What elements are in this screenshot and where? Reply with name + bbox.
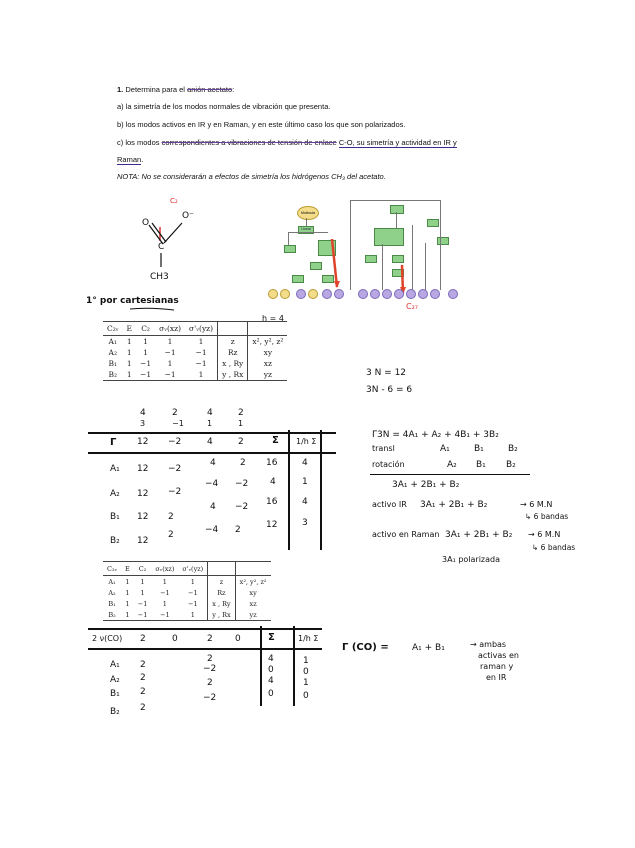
hw-gamma-co-note2: activas en bbox=[478, 651, 519, 660]
hw2-row-a1-sum: 4 bbox=[268, 654, 274, 664]
point-group-flowchart bbox=[262, 195, 472, 305]
hw1-count2-3: 1 bbox=[207, 419, 213, 428]
hw2-label: 2 ν(CO) bbox=[92, 634, 123, 643]
ct2-h3: σᵥ(xz) bbox=[151, 562, 178, 576]
hw2-row-a1-label: A₁ bbox=[110, 660, 120, 670]
ct1-cell: x , Ry bbox=[218, 358, 248, 369]
question-intro-end: : bbox=[232, 85, 235, 94]
table-row bbox=[103, 609, 271, 621]
ct1-header bbox=[103, 322, 287, 336]
hw1-row-b2-sum: 12 bbox=[266, 520, 278, 530]
hw1-count-3: 4 bbox=[207, 408, 213, 418]
hw1-row-a1-v2: −2 bbox=[168, 464, 182, 474]
hw-trans-2: B₁ bbox=[474, 444, 484, 454]
hw2-row-b2-v1: 2 bbox=[140, 703, 146, 713]
hw-rot-1: A₂ bbox=[447, 460, 457, 470]
hw-gamma-co-note4: en IR bbox=[486, 673, 507, 682]
ct1-cell: 1 bbox=[126, 359, 132, 368]
hw1-row-a2-v2: −2 bbox=[168, 487, 182, 497]
hw2-row-b2-label: B₂ bbox=[110, 707, 120, 717]
hw1-row-a1-v1: 12 bbox=[137, 464, 149, 474]
ct2-cell: 1 bbox=[140, 577, 145, 586]
question-c-end: . bbox=[141, 155, 144, 164]
hw2-vrule-1 bbox=[260, 626, 262, 706]
question-c-cont bbox=[117, 155, 143, 165]
ct2-cell: −1 bbox=[137, 599, 148, 608]
flow-line-5 bbox=[350, 200, 351, 290]
hw-vib-sum: 3A₁ + 2B₁ + B₂ bbox=[392, 480, 460, 490]
hw2-row-a1-v1: 2 bbox=[140, 660, 146, 670]
c2-mark: C₂ bbox=[170, 197, 178, 205]
table-row bbox=[103, 336, 287, 348]
ct1-h2: C₂ bbox=[136, 322, 155, 336]
hw2-row-b2-res: 0 bbox=[303, 691, 309, 701]
atom-o-right: O⁻ bbox=[182, 211, 194, 221]
hw1-row-a2-res: 1 bbox=[302, 477, 308, 487]
ct1-h6 bbox=[248, 322, 287, 336]
ct1-cell: 1 bbox=[123, 369, 136, 381]
table-row bbox=[103, 598, 271, 609]
ct1-h1: E bbox=[123, 322, 136, 336]
hw1-vrule-1 bbox=[288, 430, 290, 550]
hw1-row-b2-res: 3 bbox=[302, 518, 308, 528]
ct2-cell: 1 bbox=[125, 599, 130, 608]
ct1-cell: z bbox=[218, 336, 248, 348]
ct2-cell: 1 bbox=[125, 588, 130, 597]
hw2-row-a2-label: A₂ bbox=[110, 675, 120, 685]
hw1-row-a2-sum: 4 bbox=[270, 477, 276, 487]
ct2-cell: xz bbox=[235, 598, 270, 609]
hw-trans-label: transl bbox=[372, 444, 395, 453]
hw-polarized: 3A₁ polarizada bbox=[442, 555, 501, 564]
ct2-cell: 1 bbox=[162, 599, 167, 608]
ct2-cell: A₂ bbox=[108, 588, 116, 597]
hw2-v4: 0 bbox=[235, 634, 241, 644]
hw2-div-head: 1/h Σ bbox=[298, 634, 319, 643]
question-a: a) la simetría de los modos normales de vibración que presenta. bbox=[117, 102, 331, 111]
question-b: b) los modos activos en IR y en Raman, y en este último caso los que son polarizados. bbox=[117, 120, 406, 129]
ct2-h4: σ'ᵥ(yz) bbox=[178, 562, 207, 576]
flow-box-4 bbox=[292, 275, 304, 283]
flow-box-7 bbox=[374, 228, 404, 246]
ct2-cell: 1 bbox=[178, 609, 207, 621]
hw1-row-b1-res: 4 bbox=[302, 497, 308, 507]
h-label: h = 4 bbox=[262, 314, 284, 323]
ct1-cell: 1 bbox=[198, 337, 204, 346]
ct2-cell: z bbox=[208, 576, 235, 588]
ct2-cell: x², y², z² bbox=[235, 576, 270, 588]
hw2-top-rule bbox=[88, 628, 322, 630]
ct2-cell: −1 bbox=[151, 609, 178, 621]
ct1-cell: 1 bbox=[185, 369, 218, 381]
ct2-h6 bbox=[235, 562, 270, 576]
flow-node-6 bbox=[382, 289, 392, 299]
flow-line-6 bbox=[440, 200, 441, 290]
hw1-row-b2-label: B₂ bbox=[110, 536, 120, 546]
hw-rot-label: rotación bbox=[372, 460, 405, 469]
table-row bbox=[103, 347, 287, 358]
flow-node-8 bbox=[406, 289, 416, 299]
hw2-row-b1-label: B₁ bbox=[110, 689, 120, 699]
hw1-row-b1-sum: 16 bbox=[266, 497, 278, 507]
ct2-cell: −1 bbox=[188, 599, 198, 608]
hw1-row-a2-label: A₂ bbox=[110, 489, 120, 499]
table-row bbox=[103, 358, 287, 369]
flow-c2v-mark: C₂₇ bbox=[406, 302, 418, 311]
ct1-cell: 1 bbox=[167, 337, 173, 346]
ct1-cell: −1 bbox=[136, 369, 155, 381]
hw-raman-result: → 6 M.N bbox=[528, 530, 561, 539]
hw1-row-b1-v1: 12 bbox=[137, 512, 149, 522]
flow-linear-label: Lineal bbox=[301, 227, 311, 231]
hw1-row-b2-v3: −4 bbox=[205, 525, 219, 535]
hw1-sum-head: Σ bbox=[272, 435, 279, 446]
ct1-cell: B₁ bbox=[108, 359, 118, 368]
hw1-row-a2-v4: −2 bbox=[235, 479, 249, 489]
ct1-cell: 1 bbox=[126, 348, 132, 357]
hw2-row-b2-v3: −2 bbox=[203, 693, 217, 703]
flow-node-2 bbox=[322, 289, 332, 299]
hw2-sum-head: Σ bbox=[268, 632, 275, 643]
hw1-row-a1-label: A₁ bbox=[110, 464, 120, 474]
hw2-row-a1-v3: 2 bbox=[207, 654, 213, 664]
hw-ir-expr: 3A₁ + 2B₁ + B₂ bbox=[420, 500, 488, 510]
flow-line-8 bbox=[382, 244, 383, 290]
ct1-cell: 1 bbox=[126, 337, 132, 346]
hw2-row-a2-res: 0 bbox=[303, 667, 309, 677]
flow-box-8 bbox=[427, 219, 439, 227]
question-c bbox=[117, 138, 457, 148]
hw-3n: 3 N = 12 bbox=[366, 368, 407, 378]
ct1-cell: xz bbox=[248, 358, 287, 369]
question-c-strike: correspondientes a vibraciones de tensión de enlace bbox=[161, 138, 337, 147]
flow-node-7 bbox=[394, 289, 404, 299]
atom-ch3: CH3 bbox=[150, 272, 169, 282]
question-title bbox=[117, 85, 234, 95]
atom-o-left: O bbox=[142, 218, 150, 228]
flow-line-2 bbox=[288, 232, 289, 245]
ct2-cell: 1 bbox=[162, 577, 167, 586]
flow-red-arrow-1 bbox=[328, 239, 342, 289]
flow-line-9 bbox=[412, 225, 413, 290]
hw-raman-label: activo en Raman bbox=[372, 530, 440, 539]
hw2-row-b1-sum: 4 bbox=[268, 676, 274, 686]
hw-rot-3: B₂ bbox=[506, 460, 516, 470]
flow-node-3 bbox=[334, 289, 344, 299]
table-row bbox=[103, 587, 271, 598]
ct1-cell: −1 bbox=[195, 359, 207, 368]
hw2-row-b1-v3: 2 bbox=[207, 678, 213, 688]
flow-box-11 bbox=[392, 255, 404, 263]
ct2-cell: 1 bbox=[121, 609, 134, 621]
hw1-gamma-3: 4 bbox=[207, 437, 213, 447]
ct2-cell: 1 bbox=[190, 577, 195, 586]
hw1-row-b1-v3: 4 bbox=[210, 502, 216, 512]
table-row bbox=[103, 576, 271, 588]
flow-box-3 bbox=[310, 262, 322, 270]
ct1-h0: C₂ᵥ bbox=[103, 322, 123, 336]
flow-box-1 bbox=[284, 245, 296, 253]
flow-box-10 bbox=[365, 255, 377, 263]
flow-node-11 bbox=[448, 289, 458, 299]
hw1-row-a2-v1: 12 bbox=[137, 489, 149, 499]
table-row bbox=[103, 369, 287, 381]
hw2-row-a2-sum: 0 bbox=[268, 665, 274, 675]
question-c-underline2: Raman bbox=[117, 155, 142, 164]
hw1-row-a2-v3: −4 bbox=[205, 479, 219, 489]
question-c-start: c) los modos bbox=[117, 138, 160, 147]
flow-node-4 bbox=[358, 289, 368, 299]
ct1-cell: 1 bbox=[167, 359, 173, 368]
hw-trans-1: A₁ bbox=[440, 444, 450, 454]
hw-gamma3n: Γ3N = 4A₁ + A₂ + 4B₁ + 3B₂ bbox=[372, 430, 499, 440]
ct1-cell: −1 bbox=[140, 359, 152, 368]
hw1-count2-4: 1 bbox=[238, 419, 244, 428]
ct2-header bbox=[103, 562, 271, 576]
flow-line-4 bbox=[350, 200, 440, 201]
hw1-mid-rule bbox=[88, 452, 336, 454]
ct2-cell: A₁ bbox=[108, 577, 116, 586]
hw1-vrule-2 bbox=[320, 430, 322, 550]
flow-node-9 bbox=[418, 289, 428, 299]
hw1-count-1: 4 bbox=[140, 408, 146, 418]
flow-node-y2 bbox=[280, 289, 290, 299]
hw-raman-expr: 3A₁ + 2B₁ + B₂ bbox=[445, 530, 513, 540]
hw-ir-label: activo IR bbox=[372, 500, 407, 509]
flow-node-5 bbox=[370, 289, 380, 299]
flow-box-9 bbox=[437, 237, 449, 245]
character-table-1 bbox=[103, 321, 287, 381]
hw2-row-a2-v3: −2 bbox=[203, 664, 217, 674]
ct1-cell: xy bbox=[248, 347, 287, 358]
hw1-gamma-2: −2 bbox=[168, 437, 182, 447]
flow-start bbox=[297, 206, 319, 220]
ct1-cell: A₂ bbox=[108, 348, 117, 357]
hw-sum-rule bbox=[370, 474, 530, 475]
ct1-cell: B₂ bbox=[103, 369, 123, 381]
hw1-row-a1-sum: 16 bbox=[266, 458, 278, 468]
hw1-count-2: 2 bbox=[172, 408, 178, 418]
hw1-row-a1-v4: 2 bbox=[240, 458, 246, 468]
hw1-row-b2-v2: 2 bbox=[168, 530, 174, 540]
ct2-cell: B₁ bbox=[108, 599, 116, 608]
hw1-row-b2-v1: 12 bbox=[137, 536, 149, 546]
hw-gamma-co-note3: raman y bbox=[480, 662, 514, 671]
flow-line-3 bbox=[288, 232, 328, 233]
cartesian-underline bbox=[130, 307, 175, 311]
hw1-count-4: 2 bbox=[238, 408, 244, 418]
acetate-sketch bbox=[80, 195, 230, 305]
hw2-row-a2-v1: 2 bbox=[140, 673, 146, 683]
ct1-cell: −1 bbox=[164, 348, 176, 357]
ct2-h5 bbox=[208, 562, 235, 576]
ct2-cell: yz bbox=[235, 609, 270, 621]
hw1-div-head: 1/h Σ bbox=[296, 437, 317, 446]
flow-line-10 bbox=[425, 243, 426, 290]
hw1-gamma-4: 2 bbox=[238, 437, 244, 447]
hw-gamma-co-note1: → ambas bbox=[470, 640, 507, 649]
ct2-cell: −1 bbox=[188, 588, 198, 597]
ct1-cell: 1 bbox=[143, 348, 148, 357]
hw-3n-6: 3N - 6 = 6 bbox=[366, 385, 413, 395]
flow-node-1 bbox=[296, 289, 306, 299]
hw2-row-b2-sum: 0 bbox=[268, 689, 274, 699]
ct1-cell: y , Rx bbox=[218, 369, 248, 381]
ct1-cell: A₁ bbox=[108, 337, 117, 346]
hw1-count2-1: 3 bbox=[140, 419, 146, 428]
ct2-cell: x , Ry bbox=[208, 598, 235, 609]
hw-raman-sub: ↳ 6 bandas bbox=[532, 543, 576, 552]
hw1-row-a1-res: 4 bbox=[302, 458, 308, 468]
hw2-row-a1-res: 1 bbox=[303, 656, 309, 666]
hw2-v1: 2 bbox=[140, 634, 146, 644]
question-c-underline: C-O, su simetría y actividad en IR y bbox=[338, 138, 457, 147]
ct2-h1: E bbox=[121, 562, 134, 576]
hw-ir-result: → 6 M.N bbox=[520, 500, 553, 509]
hw2-mid-rule bbox=[88, 648, 322, 650]
hw2-row-b1-res: 1 bbox=[303, 678, 309, 688]
flow-node-y1 bbox=[268, 289, 278, 299]
hw1-row-b1-label: B₁ bbox=[110, 512, 120, 522]
hw-gamma-co: Γ (CO) = bbox=[342, 642, 389, 653]
ct2-cell: y , Rx bbox=[208, 609, 235, 621]
ct1-cell: x², y², z² bbox=[248, 336, 287, 348]
ct2-cell: xy bbox=[235, 587, 270, 598]
ct1-cell: −1 bbox=[155, 369, 185, 381]
ct1-h5 bbox=[218, 322, 248, 336]
hw-rot-2: B₁ bbox=[476, 460, 486, 470]
hw2-v3: 2 bbox=[207, 634, 213, 644]
flow-start-label: Molécula bbox=[300, 211, 315, 215]
flow-box-6 bbox=[390, 205, 404, 214]
hw1-top-rule bbox=[88, 432, 336, 434]
ct1-cell: −1 bbox=[195, 348, 207, 357]
hw2-vrule-2 bbox=[293, 626, 295, 706]
hw1-row-b1-v2: 2 bbox=[168, 512, 174, 522]
hw1-row-a1-v3: 4 bbox=[210, 458, 216, 468]
hw1-row-b1-v4: −2 bbox=[235, 502, 249, 512]
ct2-cell: −1 bbox=[160, 588, 170, 597]
flow-line-7 bbox=[396, 212, 397, 228]
ct2-cell: −1 bbox=[134, 609, 152, 621]
bond-co-right bbox=[164, 223, 182, 243]
character-table-2 bbox=[103, 561, 271, 621]
hw-trans-3: B₂ bbox=[508, 444, 518, 454]
hw2-row-b1-v1: 2 bbox=[140, 687, 146, 697]
flow-node-10 bbox=[430, 289, 440, 299]
hw2-v2: 0 bbox=[172, 634, 178, 644]
flow-line-1 bbox=[306, 218, 307, 226]
atom-c: C bbox=[158, 242, 165, 252]
hw-ir-sub: ↳ 6 bandas bbox=[525, 512, 569, 521]
ct2-h2: C₂ bbox=[134, 562, 152, 576]
flow-node-y3 bbox=[308, 289, 318, 299]
ct1-cell: 1 bbox=[143, 337, 148, 346]
ct1-cell: yz bbox=[248, 369, 287, 381]
ct1-h3: σᵥ(xz) bbox=[155, 322, 185, 336]
cartesian-note: 1° por cartesianas bbox=[86, 296, 179, 306]
hw1-row-b2-v4: 2 bbox=[235, 525, 241, 535]
hw1-count2-2: −1 bbox=[172, 419, 184, 428]
ct2-h0: C₂ᵥ bbox=[103, 562, 121, 576]
question-intro: Determina para el bbox=[125, 85, 185, 94]
ct1-h4: σ'ᵥ(yz) bbox=[185, 322, 218, 336]
ct2-cell: Rz bbox=[208, 587, 235, 598]
hw-gamma-co-expr: A₁ + B₁ bbox=[412, 643, 445, 653]
ct1-cell: Rz bbox=[218, 347, 248, 358]
ct2-cell: B₂ bbox=[103, 609, 121, 621]
ct2-cell: 1 bbox=[140, 588, 145, 597]
hw1-gamma-label: Γ bbox=[110, 437, 117, 448]
hw1-gamma-1: 12 bbox=[137, 437, 149, 447]
ct2-cell: 1 bbox=[125, 577, 130, 586]
question-number: 1. bbox=[117, 85, 124, 94]
question-note: NOTA: No se considerarán a efectos de simetría los hidrógenos CH₃ del acetato. bbox=[117, 172, 386, 181]
question-subject: anión acetato bbox=[187, 85, 233, 94]
